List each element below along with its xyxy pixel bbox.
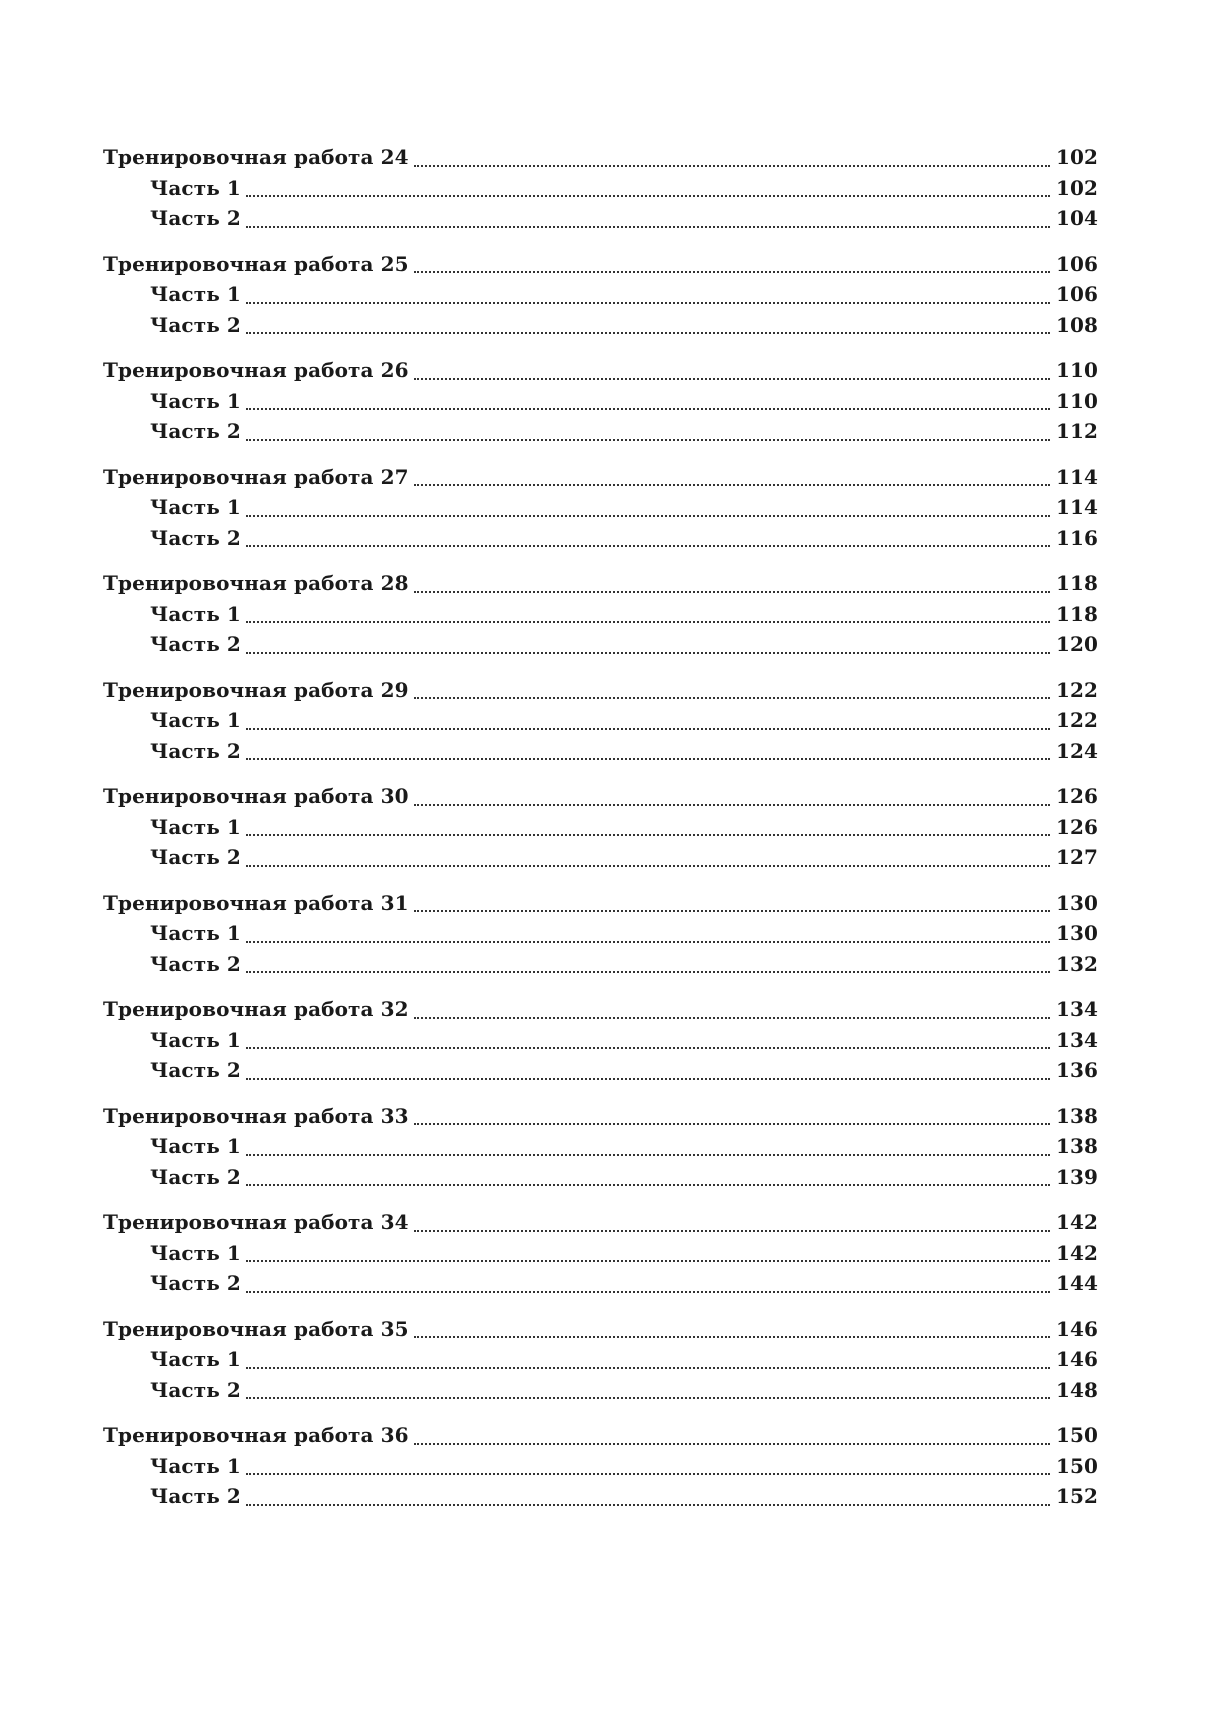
dot-leader	[246, 1073, 1050, 1080]
dot-leader	[414, 1012, 1050, 1019]
toc-subentry-page: 108	[1055, 312, 1098, 337]
toc-entry[interactable]	[103, 1101, 1098, 1132]
toc-entry-page: 142	[1055, 1210, 1098, 1234]
toc-subentry[interactable]	[103, 812, 1098, 843]
toc-subentry-page: 126	[1055, 814, 1098, 839]
toc-subentry-title: Часть 2	[150, 419, 241, 443]
dot-leader	[414, 586, 1050, 593]
toc-subentry-page: 132	[1055, 951, 1098, 976]
toc-subentry-title: Часть 1	[150, 1453, 241, 1478]
toc-subentry-page: 138	[1055, 1134, 1098, 1158]
dot-leader	[246, 327, 1050, 334]
toc-subentry-title: Часть 2	[150, 525, 241, 550]
toc-entry[interactable]	[103, 1420, 1098, 1451]
toc-entry-page: 118	[1055, 571, 1098, 595]
toc-entry-title: Тренировочная работа 30	[103, 784, 409, 808]
toc-subentry[interactable]	[103, 1131, 1098, 1162]
toc-subentry[interactable]	[103, 842, 1098, 873]
dot-leader	[246, 1149, 1050, 1156]
toc-subentry-page: 139	[1055, 1164, 1098, 1189]
toc-entry-page: 102	[1055, 145, 1098, 169]
toc-group	[103, 249, 1098, 341]
toc-subentry[interactable]	[103, 1268, 1098, 1299]
dot-leader	[246, 616, 1050, 623]
dot-leader	[246, 723, 1050, 730]
dot-leader	[414, 905, 1050, 912]
dot-leader	[414, 373, 1050, 380]
toc-subentry-page: 130	[1055, 921, 1098, 945]
dot-leader	[246, 190, 1050, 197]
dot-leader	[246, 860, 1050, 867]
toc-entry-title: Тренировочная работа 29	[103, 677, 409, 702]
toc-subentry[interactable]	[103, 705, 1098, 736]
toc-subentry-title: Часть 2	[150, 1484, 241, 1508]
toc-entry[interactable]	[103, 142, 1098, 173]
toc-subentry-page: 116	[1055, 525, 1098, 550]
toc-group	[103, 142, 1098, 234]
toc-subentry-page: 118	[1055, 601, 1098, 626]
toc-group	[103, 1314, 1098, 1406]
toc-subentry-title: Часть 1	[150, 388, 241, 413]
toc-entry-page: 150	[1055, 1423, 1098, 1447]
toc-entry-title: Тренировочная работа 31	[103, 890, 409, 915]
dot-leader	[414, 799, 1050, 806]
toc-entry[interactable]	[103, 249, 1098, 280]
dot-leader	[246, 753, 1050, 760]
dot-leader	[246, 966, 1050, 973]
toc-subentry-page: 134	[1055, 1027, 1098, 1052]
toc-group	[103, 994, 1098, 1086]
toc-subentry[interactable]	[103, 492, 1098, 523]
toc-subentry-page: 152	[1055, 1484, 1098, 1508]
toc-subentry-page: 146	[1055, 1347, 1098, 1371]
toc-entry-page: 138	[1055, 1103, 1098, 1128]
toc-group	[103, 675, 1098, 767]
toc-group	[103, 355, 1098, 447]
toc-subentry-page: 148	[1055, 1377, 1098, 1402]
dot-leader	[246, 1255, 1050, 1262]
dot-leader	[246, 829, 1050, 836]
toc-subentry[interactable]	[103, 1025, 1098, 1056]
toc-entry-title: Тренировочная работа 36	[103, 1423, 409, 1447]
toc-entry-title: Тренировочная работа 35	[103, 1316, 409, 1341]
dot-leader	[414, 1225, 1050, 1232]
toc-entry[interactable]	[103, 1207, 1098, 1238]
toc-subentry-page: 150	[1055, 1453, 1098, 1478]
toc-subentry-title: Часть 1	[150, 495, 241, 519]
toc-entry-page: 134	[1055, 997, 1098, 1021]
toc-subentry-page: 142	[1055, 1240, 1098, 1265]
toc-entry[interactable]	[103, 994, 1098, 1025]
toc-subentry[interactable]	[103, 386, 1098, 417]
dot-leader	[246, 1286, 1050, 1293]
toc-subentry[interactable]	[103, 523, 1098, 554]
toc-entry-page: 126	[1055, 784, 1098, 808]
dot-leader	[414, 479, 1050, 486]
toc-group	[103, 888, 1098, 980]
dot-leader	[246, 1468, 1050, 1475]
toc-entry-page: 110	[1055, 358, 1098, 382]
toc-entry[interactable]	[103, 781, 1098, 812]
toc-group	[103, 568, 1098, 660]
toc-subentry-title: Часть 2	[150, 206, 241, 230]
toc-entry-page: 114	[1055, 464, 1098, 489]
dot-leader	[246, 221, 1050, 228]
dot-leader	[246, 297, 1050, 304]
toc-entry-title: Тренировочная работа 28	[103, 571, 409, 595]
toc-entry-page: 106	[1055, 251, 1098, 276]
toc-subentry[interactable]	[103, 629, 1098, 660]
toc-entry-page: 122	[1055, 677, 1098, 702]
toc-group	[103, 1207, 1098, 1299]
toc-subentry-page: 104	[1055, 206, 1098, 230]
dot-leader	[246, 403, 1050, 410]
toc-group	[103, 1101, 1098, 1193]
toc-subentry-page: 112	[1055, 419, 1098, 443]
toc-subentry-page: 120	[1055, 632, 1098, 656]
toc-subentry-title: Часть 2	[150, 951, 241, 976]
toc-group	[103, 1420, 1098, 1512]
toc-subentry[interactable]	[103, 599, 1098, 630]
toc-subentry[interactable]	[103, 1055, 1098, 1086]
toc-entry-page: 146	[1055, 1316, 1098, 1341]
toc-subentry[interactable]	[103, 1162, 1098, 1193]
toc-subentry-title: Часть 1	[150, 814, 241, 839]
dot-leader	[414, 1118, 1050, 1125]
toc-subentry[interactable]	[103, 1481, 1098, 1512]
toc-subentry-page: 102	[1055, 175, 1098, 200]
toc-subentry[interactable]	[103, 918, 1098, 949]
toc-subentry[interactable]	[103, 310, 1098, 341]
toc-subentry-title: Часть 2	[150, 632, 241, 656]
toc-subentry[interactable]	[103, 203, 1098, 234]
toc-subentry-title: Часть 2	[150, 1271, 241, 1295]
toc-subentry[interactable]	[103, 1375, 1098, 1406]
toc-subentry[interactable]	[103, 279, 1098, 310]
dot-leader	[414, 266, 1050, 273]
dot-leader	[414, 1438, 1050, 1445]
toc-subentry-title: Часть 1	[150, 175, 241, 200]
toc-subentry-title: Часть 1	[150, 282, 241, 306]
table-of-contents	[103, 142, 1098, 1527]
toc-entry-page: 130	[1055, 890, 1098, 915]
toc-subentry[interactable]	[103, 173, 1098, 204]
toc-entry[interactable]	[103, 568, 1098, 599]
dot-leader	[246, 1179, 1050, 1186]
dot-leader	[414, 1331, 1050, 1338]
toc-subentry-page: 136	[1055, 1058, 1098, 1082]
toc-subentry[interactable]	[103, 736, 1098, 767]
toc-entry-title: Тренировочная работа 24	[103, 145, 409, 169]
toc-subentry-page: 114	[1055, 495, 1098, 519]
toc-entry-title: Тренировочная работа 34	[103, 1210, 409, 1234]
toc-entry[interactable]	[103, 1314, 1098, 1345]
toc-entry-title: Тренировочная работа 33	[103, 1103, 409, 1128]
toc-subentry-title: Часть 1	[150, 601, 241, 626]
toc-subentry[interactable]	[103, 1451, 1098, 1482]
toc-subentry-title: Часть 1	[150, 708, 241, 732]
toc-subentry-page: 127	[1055, 845, 1098, 869]
toc-subentry-title: Часть 2	[150, 845, 241, 869]
toc-subentry-title: Часть 2	[150, 738, 241, 763]
dot-leader	[414, 692, 1050, 699]
dot-leader	[246, 434, 1050, 441]
dot-leader	[414, 160, 1050, 167]
dot-leader	[246, 540, 1050, 547]
dot-leader	[246, 1392, 1050, 1399]
toc-group	[103, 781, 1098, 873]
toc-subentry-page: 122	[1055, 708, 1098, 732]
toc-subentry-title: Часть 2	[150, 1058, 241, 1082]
toc-subentry-page: 144	[1055, 1271, 1098, 1295]
dot-leader	[246, 936, 1050, 943]
toc-subentry[interactable]	[103, 1238, 1098, 1269]
toc-subentry-title: Часть 2	[150, 1164, 241, 1189]
dot-leader	[246, 1362, 1050, 1369]
toc-entry-title: Тренировочная работа 26	[103, 358, 409, 382]
toc-subentry-title: Часть 2	[150, 1377, 241, 1402]
toc-entry-title: Тренировочная работа 27	[103, 464, 409, 489]
toc-subentry-title: Часть 1	[150, 1134, 241, 1158]
toc-subentry[interactable]	[103, 1344, 1098, 1375]
toc-entry[interactable]	[103, 355, 1098, 386]
dot-leader	[246, 647, 1050, 654]
toc-entry-title: Тренировочная работа 25	[103, 251, 409, 276]
toc-subentry-title: Часть 1	[150, 1240, 241, 1265]
toc-entry[interactable]	[103, 888, 1098, 919]
toc-subentry-title: Часть 2	[150, 312, 241, 337]
toc-subentry-page: 124	[1055, 738, 1098, 763]
toc-subentry-title: Часть 1	[150, 1027, 241, 1052]
toc-entry-title: Тренировочная работа 32	[103, 997, 409, 1021]
toc-subentry-title: Часть 1	[150, 1347, 241, 1371]
toc-entry[interactable]	[103, 462, 1098, 493]
toc-subentry-page: 110	[1055, 388, 1098, 413]
dot-leader	[246, 1499, 1050, 1506]
toc-entry[interactable]	[103, 675, 1098, 706]
toc-subentry[interactable]	[103, 416, 1098, 447]
dot-leader	[246, 1042, 1050, 1049]
toc-subentry[interactable]	[103, 949, 1098, 980]
toc-group	[103, 462, 1098, 554]
toc-subentry-title: Часть 1	[150, 921, 241, 945]
dot-leader	[246, 510, 1050, 517]
toc-subentry-page: 106	[1055, 282, 1098, 306]
